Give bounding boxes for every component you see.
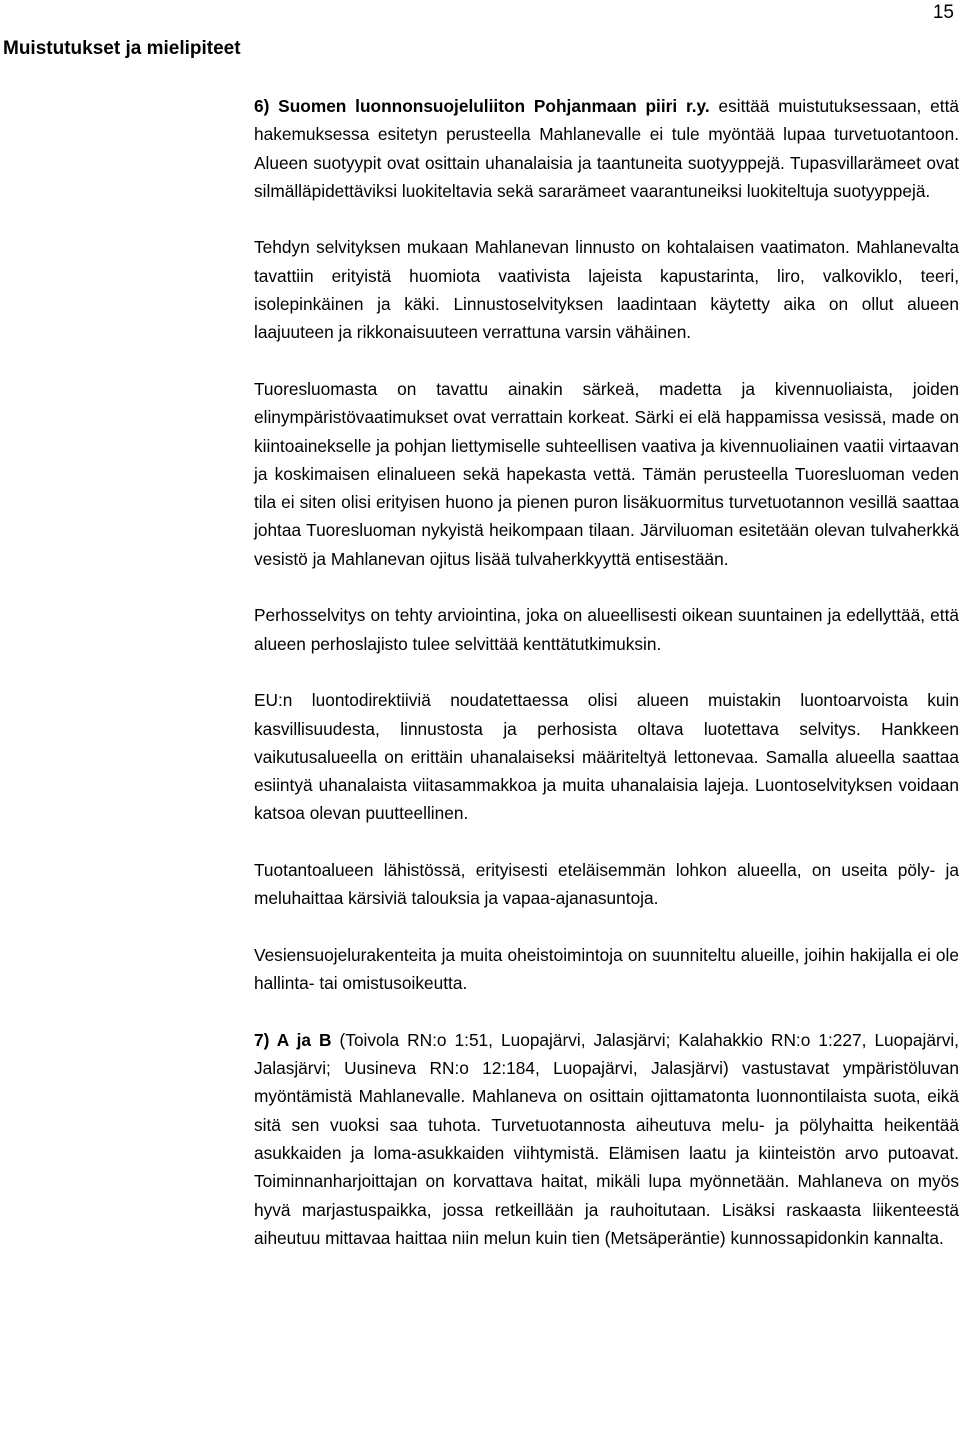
item-7-heading: 7) A ja B <box>254 1029 332 1050</box>
item-6-paragraph-1 <box>254 92 959 205</box>
item-6-heading: 6) Suomen luonnonsuojeluliiton Pohjanmaan piiri r.y. <box>254 96 710 116</box>
item-6-paragraph-3: Tuoresluomasta on tavattu ainakin särkeä, madetta ja kivennuoliaista, joiden elinympäristövaatimukset ovat verrattain korkeat. Särki ei elä happamissa vesissä, made on kiintoainekselle ja pohjan liettymiselle suhteellisen vaativa ja kivennuoliainen vaatii virtaavan ja koskimaisen elinalueen sekä hapekasta vettä. Tämän perusteella Tuoresluoman veden tila ei siten olisi erityisen huono ja pienen puron lisäkuormitus turvetuotannon vesillä saattaa johtaa Tuoresluoman nykyistä heikompaan tilaan. Järviluoman esitetään olevan tulvaherkkä vesistö ja Mahlanevan ojitus lisää tulvaherkkyyttä entisestään. <box>254 378 959 569</box>
item-6-paragraph-5: EU:n luontodirektiiviä noudatettaessa olisi alueen muistakin luontoarvoista kuin kasvillisuudesta, linnustosta ja perhosista oltava luotettava selvitys. Hankkeen vaikutusalueella on erittäin uhanalaiseksi määriteltyä lettonevaa. Samalla alueella saattaa esiintyä uhanalaista viitasammakkoa ja muita uhanalaisia lajeja. Luontoselvityksen voidaan katsoa olevan puutteellinen. <box>254 690 959 824</box>
item-7-paragraph-1-text: (Toivola RN:o 1:51, Luopajärvi, Jalasjärvi; Kalahakkio RN:o 1:227, Luopajärvi, Jalasjärvi; Uusineva RN:o 12:184, Luopajärvi, Jalasjärvi) vastustavat ympäristöluvan myöntämistä Mahlanevalle. Mahlaneva on osittain ojittamatonta luonnontilaista suota, eikä sitä sen vuoksi saa tuhota. Turvetuotannosta aiheutuva melu- ja pölyhaitta heikentää asukkaiden ja loma-asukkaiden viihtymistä. Elämisen laatu ja kiinteistön arvo putoavat. Toiminnanharjoittajan on korvattava haitat, mikäli lupa myönnetään. Mahlaneva on myös hyvä marjastuspaikka, jossa retkeillään ja rauhoitutaan. Lisäksi raskaasta liikenteestä aiheutuu mittavaa haittaa niin melun kuin tien (Metsäperäntie) kunnossapidonkin kannalta. <box>254 1029 959 1248</box>
item-6-paragraph-4: Perhosselvitys on tehty arviointina, joka on alueellisesti oikean suuntainen ja edellyttää, että alueen perhoslajisto tulee selvittää kenttätutkimuksin. <box>254 605 959 654</box>
item-6-paragraph-7: Vesiensuojelurakenteita ja muita oheistoimintoja on suunniteltu alueille, joihin hakijalla ei ole hallinta- tai omistusoikeutta. <box>254 944 959 994</box>
item-6-paragraph-1-text: esittää muistutuksessaan, että hakemuksessa esitetyn perusteella Mahlanevalle ei tule myöntää lupaa turvetuotantoon. Alueen suotyypit ovat osittain uhanalaisia ja taantuneita suotyyppejä. Tupasvillarämeet ovat silmälläpidettäviksi luokiteltavia sekä sararämeet vaarantuneiksi luokiteltuja suotyyppejä. <box>254 96 959 201</box>
item-6-paragraph-6: Tuotantoalueen lähistössä, erityisesti eteläisemmän lohkon alueella, on useita pöly- ja meluhaittaa kärsiviä talouksia ja vapaa-ajanasuntoja. <box>254 860 959 909</box>
item-6-paragraph-2: Tehdyn selvityksen mukaan Mahlanevan linnusto on kohtalaisen vaatimaton. Mahlanevalta tavattiin erityistä huomiota vaativista lajeista kapustarinta, liro, valkoviklo, teeri, isolepinkäinen ja käki. Linnustoselvityksen laadintaan käytetty aika on ollut alueen laajuuteen ja rikkonaisuuteen verrattuna varsin vähäinen. <box>254 237 959 343</box>
section-title: Muistutukset ja mielipiteet <box>3 38 241 59</box>
item-7-paragraph-1 <box>254 1026 959 1252</box>
page-number: 15 <box>932 2 954 23</box>
document-body <box>254 92 959 1252</box>
